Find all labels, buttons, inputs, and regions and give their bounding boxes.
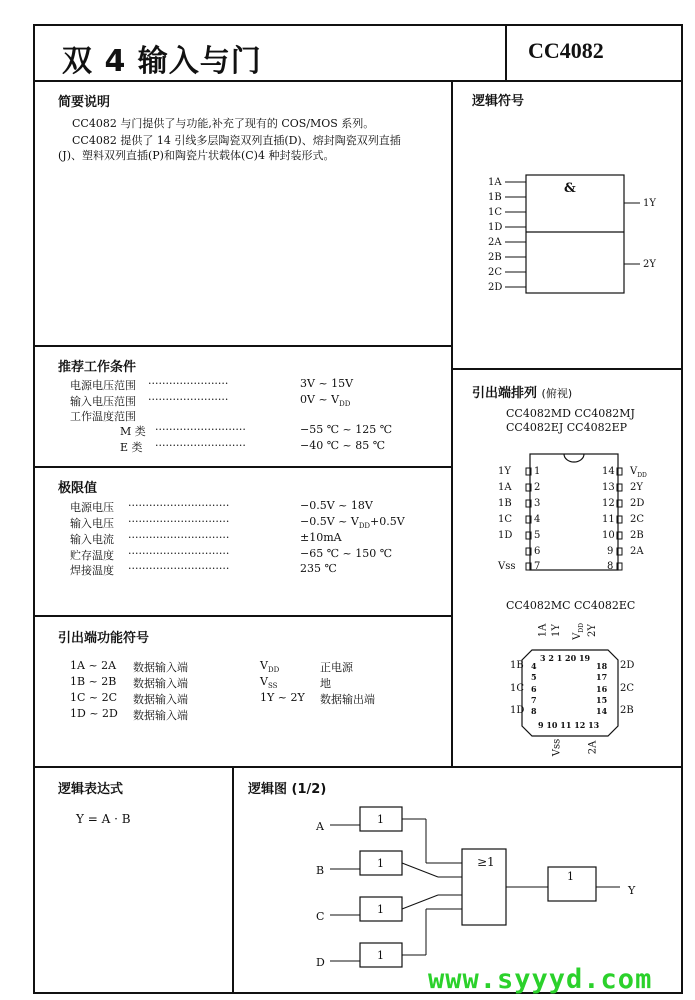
- pin-symbol: 1A ~ 2A: [70, 659, 117, 672]
- divider: [33, 80, 683, 82]
- buffer-gate-label: 1: [377, 949, 384, 962]
- buffer-gate-label: 1: [377, 813, 384, 826]
- watermark: www.syyyd.com: [428, 964, 653, 995]
- logic-diagram: [300, 795, 640, 975]
- pin-number: 1: [534, 466, 541, 477]
- pin-name: $V_{DD}$: [571, 623, 585, 640]
- leader-dots: ·····························: [128, 547, 230, 560]
- pin-number: 18: [596, 661, 608, 671]
- diagram-input-label: A: [316, 820, 324, 833]
- buffer-gate-label: 1: [377, 903, 384, 916]
- pin-name: 1D: [510, 705, 525, 716]
- buffer-gate-label: 1: [377, 857, 384, 870]
- pin-symbol: 1C ~ 2C: [70, 691, 118, 704]
- intro-line: (J)、塑料双列直插(P)和陶瓷片状载体(C)4 种封装形式。: [58, 149, 335, 162]
- pin-number: 11: [602, 514, 615, 525]
- pin-name: 2D: [630, 498, 645, 509]
- pin-number: 6: [531, 684, 537, 694]
- divider: [33, 466, 452, 468]
- pin-name: 1B: [498, 498, 512, 509]
- section-heading-expression: 逻辑表达式: [58, 782, 124, 797]
- pin-number: 7: [534, 561, 541, 572]
- package-models: CC4082MC CC4082EC: [506, 599, 636, 612]
- spec-label: 输入电压范围: [70, 395, 136, 408]
- intro-line: CC4082 提供了 14 引线多层陶瓷双列直插(D)、熔封陶瓷双列直插: [72, 134, 401, 147]
- section-heading-logic-symbol: 逻辑符号: [472, 94, 525, 109]
- pin-number: 6: [534, 546, 541, 557]
- input-label: 1C: [488, 207, 503, 218]
- pin-name: 1Y: [550, 624, 562, 637]
- divider: [505, 24, 507, 81]
- pin-number: 10: [602, 530, 615, 541]
- pin-name: 1C: [498, 514, 513, 525]
- spec-label: 电源电压: [70, 501, 114, 514]
- diagram-input-label: D: [316, 956, 325, 969]
- input-label: 2C: [488, 267, 503, 278]
- pin-name: 1C: [510, 683, 525, 694]
- section-heading-operating: 推荐工作条件: [58, 360, 137, 375]
- intro-line: CC4082 与门提供了与功能,补充了现有的 COS/MOS 系列。: [72, 117, 375, 130]
- pin-name: 2C: [620, 683, 635, 694]
- leader-dots: ·······················: [148, 377, 229, 390]
- spec-label: 输入电流: [70, 533, 114, 546]
- divider: [232, 766, 234, 994]
- pin-name: $V_{DD}$: [630, 466, 647, 479]
- section-heading-logic-diagram: 逻辑图 (1/2): [248, 782, 327, 797]
- pin-name: 2A: [630, 546, 644, 557]
- leader-dots: ··························: [155, 439, 246, 452]
- pin-number: 14: [596, 706, 608, 716]
- spec-value: −40 ℃ ~ 85 ℃: [300, 439, 386, 452]
- divider: [33, 345, 452, 347]
- pin-name: 1B: [510, 660, 524, 671]
- pin-desc: 数据输入端: [133, 661, 188, 674]
- pin-name: 1Y: [498, 466, 511, 477]
- input-label: 1D: [488, 222, 503, 233]
- input-label: 1A: [488, 177, 502, 188]
- input-label: 2A: [488, 237, 502, 248]
- pin-number: 12: [602, 498, 615, 509]
- part-number: CC4082: [528, 38, 604, 63]
- leader-dots: ·····························: [128, 515, 230, 528]
- pin-number: 4: [534, 514, 541, 525]
- divider: [451, 368, 683, 370]
- section-heading-pin-functions: 引出端功能符号: [58, 631, 150, 646]
- leader-dots: ·····························: [128, 499, 230, 512]
- pin-number: 15: [596, 695, 608, 705]
- pin-number: 17: [596, 672, 608, 682]
- pin-number: 14: [602, 466, 615, 477]
- pin-number: 2: [534, 482, 541, 493]
- pin-number-row: 9 10 11 12 13: [538, 720, 600, 730]
- section-heading-pinout: 引出端排列 (俯视): [472, 386, 573, 401]
- spec-label: 贮存温度: [70, 549, 114, 562]
- page-title: 双 4 输入与门: [62, 44, 262, 79]
- pin-name: 2Y: [586, 624, 598, 637]
- and-gate-symbol: &: [564, 181, 576, 196]
- spec-value: 3V ~ 15V: [300, 377, 354, 390]
- pin-name: Vss: [551, 738, 563, 757]
- package-models: CC4082EJ CC4082EP: [506, 421, 628, 434]
- spec-value: −65 ℃ ~ 150 ℃: [300, 547, 393, 560]
- pin-desc: 地: [320, 677, 331, 690]
- pin-name: 2B: [620, 705, 634, 716]
- pin-name: 2Y: [630, 482, 643, 493]
- spec-label: 焊接温度: [70, 564, 114, 577]
- logic-expression: Y = A · B: [76, 812, 131, 826]
- pin-name: 2A: [587, 740, 599, 755]
- divider: [33, 766, 683, 768]
- pin-name: 1A: [537, 623, 549, 638]
- pin-number: 8: [607, 561, 614, 572]
- spec-label: E 类: [120, 441, 143, 454]
- section-heading-intro: 简要说明: [58, 95, 111, 110]
- pin-symbol: 1Y ~ 2Y: [260, 691, 305, 704]
- pin-number: 3: [534, 498, 541, 509]
- pin-number: 8: [531, 706, 537, 716]
- output-gate-label: 1: [567, 870, 574, 883]
- section-heading-limits: 极限值: [58, 481, 98, 496]
- pin-desc: 数据输入端: [133, 677, 188, 690]
- pin-name: 2D: [620, 660, 635, 671]
- spec-label: 电源电压范围: [70, 379, 136, 392]
- diagram-input-label: C: [316, 910, 325, 923]
- spec-value: −55 ℃ ~ 125 ℃: [300, 423, 393, 436]
- pin-symbol: $V_{SS}$: [260, 675, 278, 691]
- pin-desc: 数据输入端: [133, 693, 188, 706]
- input-label: 2B: [488, 252, 502, 263]
- pin-symbol: $V_{DD}$: [260, 659, 280, 675]
- output-label: 1Y: [643, 198, 656, 209]
- pin-name: Vss: [498, 561, 516, 572]
- pin-number: 7: [531, 695, 537, 705]
- pin-number: 16: [596, 684, 608, 694]
- spec-value: −0.5V ~ 18V: [300, 499, 373, 512]
- output-label: 2Y: [643, 259, 656, 270]
- diagram-output-label: Y: [628, 884, 636, 897]
- diagram-input-label: B: [316, 864, 325, 877]
- leader-dots: ·······················: [148, 393, 229, 406]
- spec-value: 0V ~ $V_{DD}$: [300, 393, 351, 409]
- leader-dots: ·····························: [128, 562, 230, 575]
- pin-symbol: 1D ~ 2D: [70, 707, 118, 720]
- divider: [451, 80, 453, 766]
- pin-desc: 数据输入端: [133, 709, 188, 722]
- pin-number: 5: [534, 530, 541, 541]
- divider: [33, 615, 452, 617]
- pin-desc: 正电源: [320, 661, 353, 674]
- pin-name: 2C: [630, 514, 645, 525]
- spec-label: M 类: [120, 425, 146, 438]
- pin-name: 1D: [498, 530, 513, 541]
- pin-name: 1A: [498, 482, 512, 493]
- pin-number: 13: [602, 482, 615, 493]
- input-label: 1B: [488, 192, 502, 203]
- pin-number-row: 3 2 1 20 19: [540, 653, 591, 663]
- pin-number: 4: [531, 661, 537, 671]
- spec-value: −0.5V ~ $V_{DD}+0.5V$: [300, 515, 405, 531]
- pin-name: 2B: [630, 530, 644, 541]
- spec-value: ±10mA: [300, 531, 342, 544]
- pin-desc: 数据输出端: [320, 693, 375, 706]
- or-gate-label: ≥1: [477, 855, 495, 869]
- spec-label: 工作温度范围: [70, 410, 136, 423]
- spec-value: 235 ℃: [300, 562, 337, 575]
- pin-number: 5: [531, 672, 537, 682]
- leader-dots: ··························: [155, 423, 246, 436]
- leader-dots: ·····························: [128, 531, 230, 544]
- spec-label: 输入电压: [70, 517, 114, 530]
- package-models: CC4082MD CC4082MJ: [506, 407, 635, 420]
- pin-symbol: 1B ~ 2B: [70, 675, 117, 688]
- input-label: 2D: [488, 282, 503, 293]
- pin-number: 9: [607, 546, 614, 557]
